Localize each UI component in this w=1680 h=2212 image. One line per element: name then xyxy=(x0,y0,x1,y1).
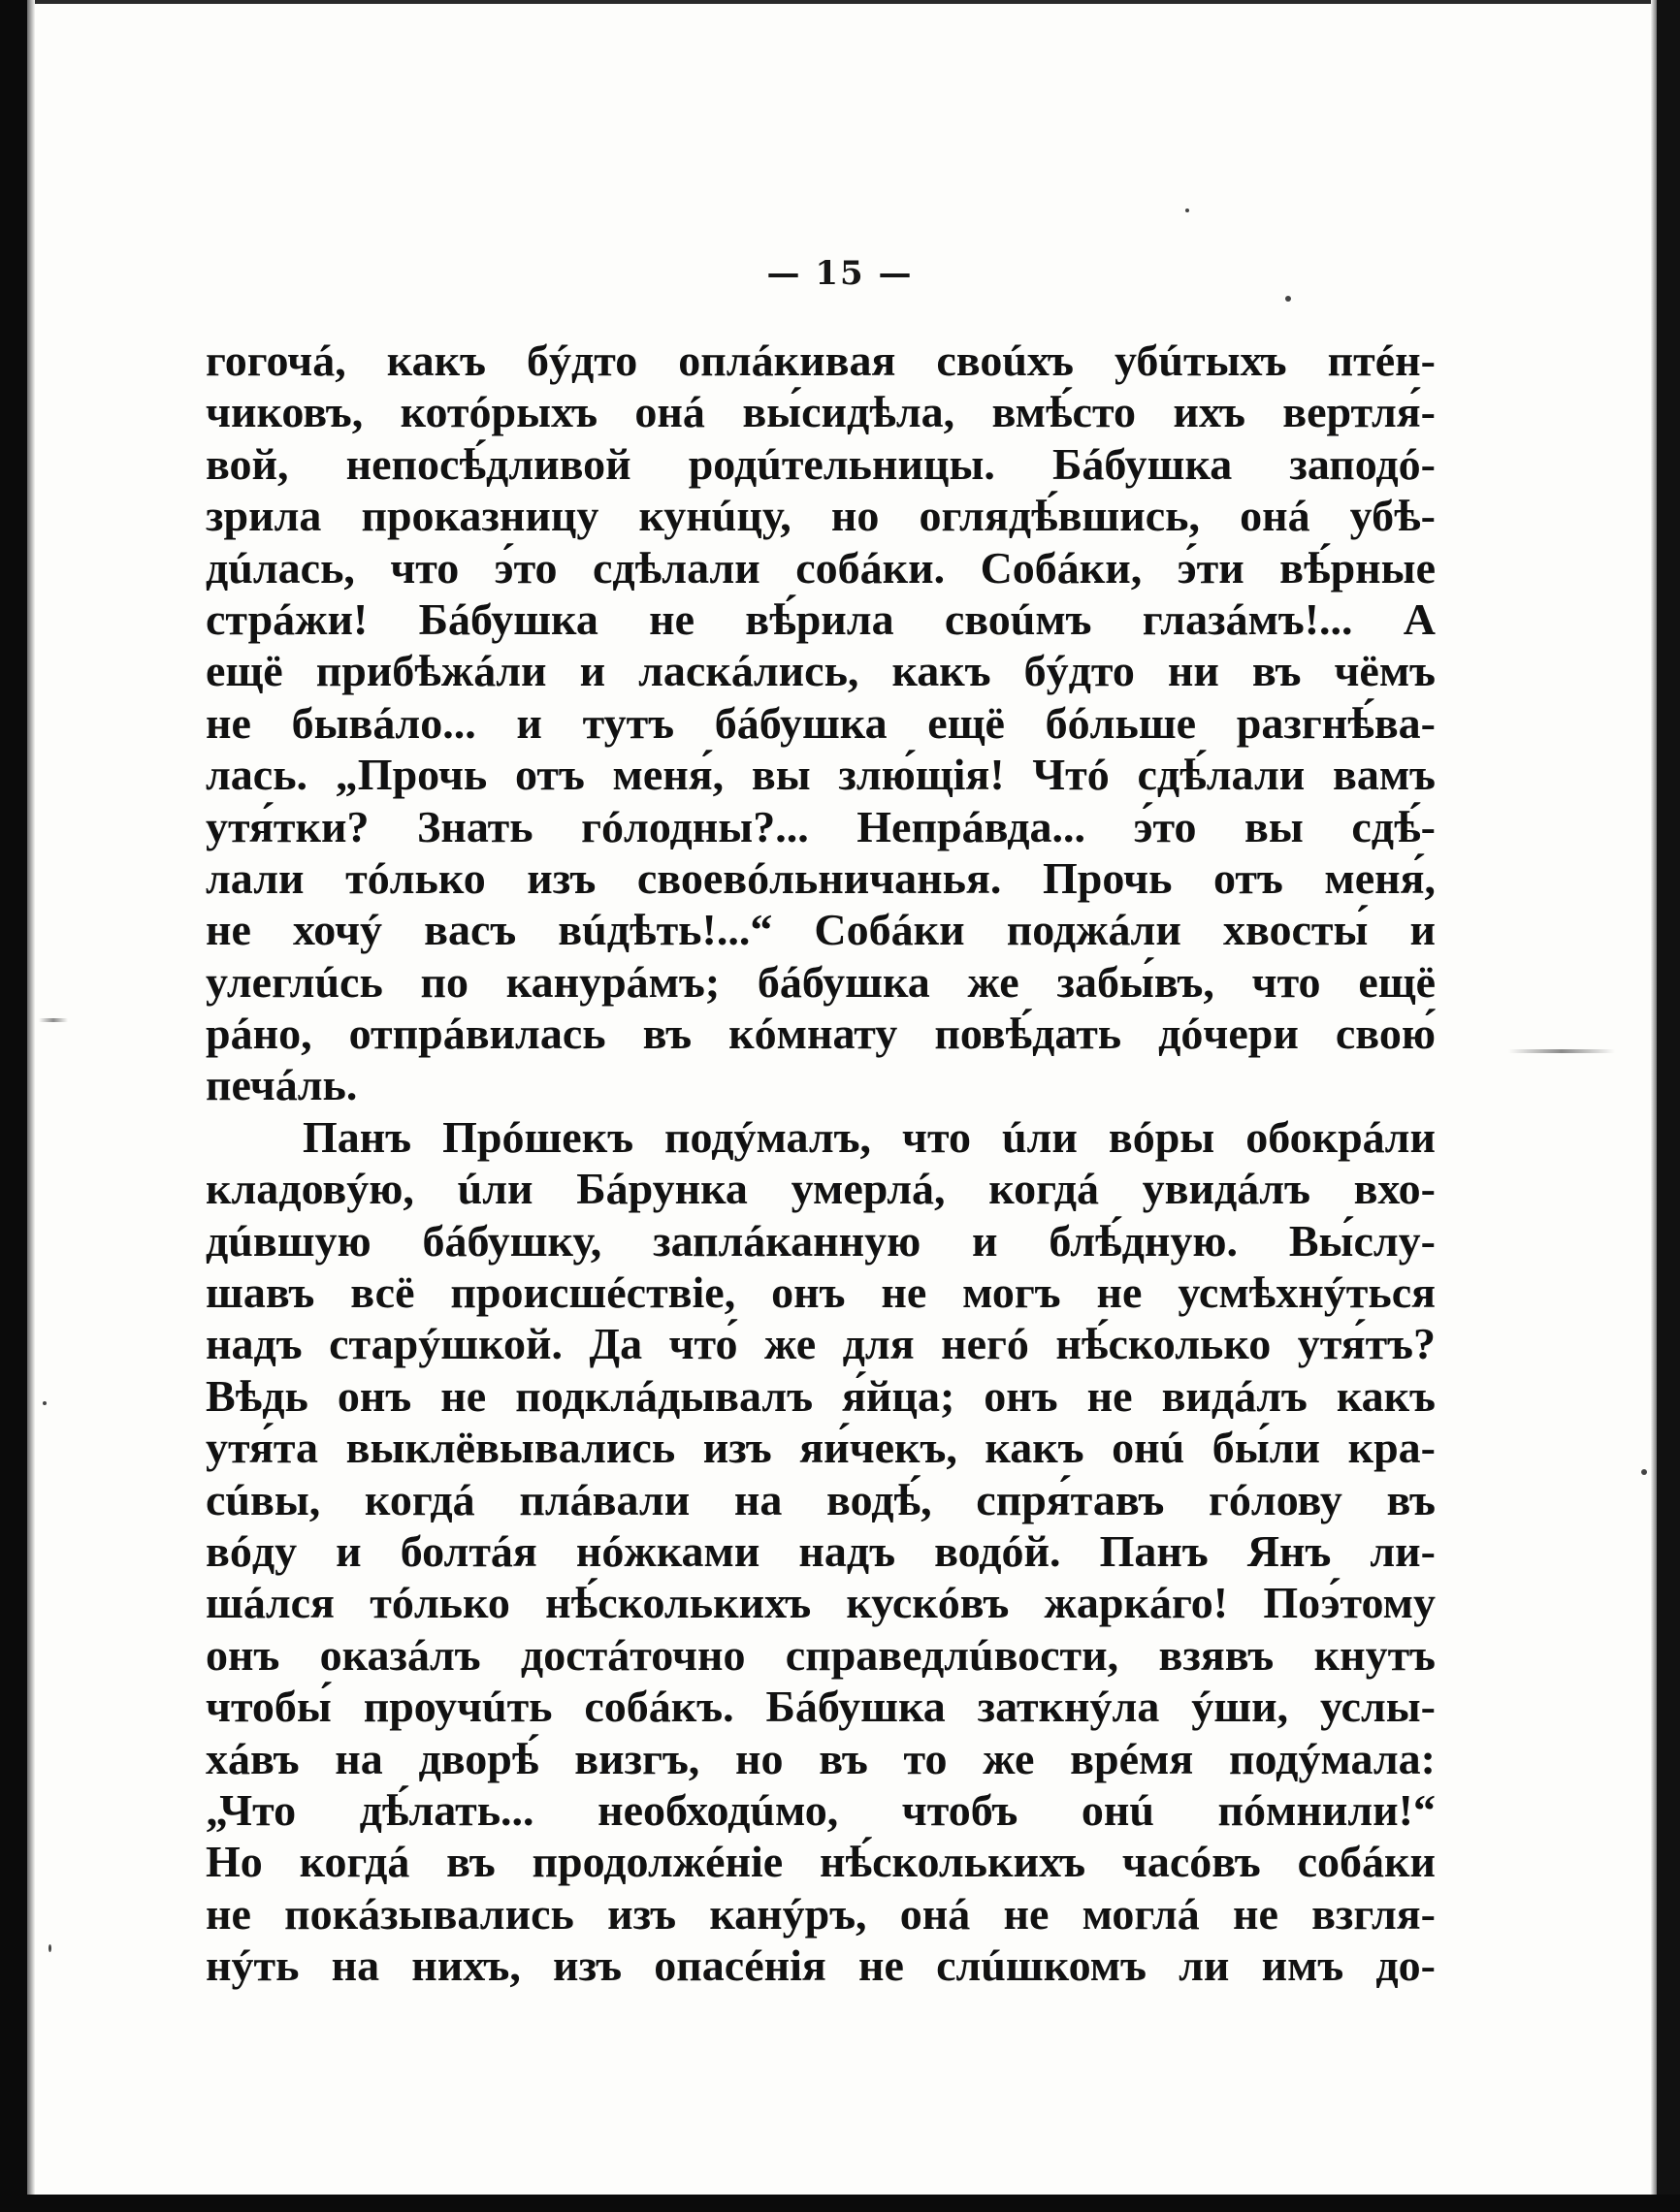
text-line: ещё прибѣжáли и ласкáлись, какъ бýдто ни въ чёмъ xyxy=(206,646,1436,696)
scan-smudge xyxy=(1508,1049,1615,1053)
text-line: шавъ всё происшéствіе, онъ не могъ не усмѣхнýться xyxy=(206,1267,1436,1318)
text-line: зрила проказницу кунúцу, но оглядѣ́вшись, онá убѣ- xyxy=(206,491,1436,541)
text-line: не бывáло... и тутъ бáбушка ещё бóльше разгнѣ́ва- xyxy=(206,697,1436,748)
text-line: утя́тки? Знать гóлодны?... Непрáвда... э́то вы сдѣ́- xyxy=(206,801,1436,851)
text-line: не хочý васъ вúдѣть!...“ Собáки поджáли хвосты́ и xyxy=(206,905,1436,955)
scan-speck xyxy=(48,1944,51,1952)
scan-border-right-shadow xyxy=(1651,0,1657,2212)
scan-speck xyxy=(43,1401,47,1405)
text-line: шáлся тóлько нѣ́сколькихъ кускóвъ жаркáго! Поэ́тому xyxy=(206,1578,1436,1628)
text-line: нýть на нихъ, изъ опасéнія не слúшкомъ ли имъ до- xyxy=(206,1940,1436,1991)
text-line: гогочá, какъ бýдто оплáкивая своúхъ убúтыхъ птéн- xyxy=(206,336,1436,385)
text-line: чиковъ, котóрыхъ онá вы́сидѣла, вмѣ́сто ихъ вертля́- xyxy=(206,387,1436,437)
text-line: чтобы́ проучúть собáкъ. Бáбушка заткнýла ýши, услы- xyxy=(206,1682,1436,1732)
text-line: „Что дѣ́лать... необходúмо, чтобъ онú пóмнили!“ xyxy=(206,1784,1436,1835)
text-line: стрáжи! Бáбушка не вѣ́рила своúмъ глазáмъ!... А xyxy=(206,593,1436,644)
text-line: онъ оказáлъ достáточно справедлúвости, взявъ кнутъ xyxy=(206,1629,1436,1680)
text-line: улеглúсь по канурáмъ; бáбушка же забы́въ, что ещё xyxy=(206,956,1436,1007)
scan-border-bottom xyxy=(0,2195,1680,2212)
scan-speck xyxy=(1285,296,1291,302)
paragraph xyxy=(206,335,1436,1111)
text-line: лась. „Прочь отъ меня́, вы злю́щія! Чтó сдѣ́лали вамъ xyxy=(206,750,1436,800)
text-line: дúвшую бáбушку, заплáканную и блѣ́дную. Вы́слу- xyxy=(206,1215,1436,1266)
text-line: печáль. xyxy=(206,1060,358,1110)
text-line: Но когдá въ продолжéніе нѣ́сколькихъ часóвъ собáки xyxy=(206,1837,1436,1887)
scan-smudge xyxy=(39,1018,68,1022)
text-line: кладовýю, úли Бáрунка умерлá, когдá увидáлъ вхо- xyxy=(206,1164,1436,1214)
paragraph xyxy=(206,1111,1436,1992)
scan-border-left xyxy=(0,0,27,2212)
scan-border-right xyxy=(1657,0,1680,2212)
text-line: Вѣдь онъ не подклáдывалъ я́йца; онъ не видáлъ какъ xyxy=(206,1370,1436,1421)
text-line: не покáзывались изъ канýръ, онá не моглá не взгля- xyxy=(206,1888,1436,1939)
text-line: сúвы, когдá плáвали на водѣ́, спря́тавъ гóлову въ xyxy=(206,1474,1436,1524)
scan-speck xyxy=(1185,208,1189,212)
text-line: рáно, отпрáвилась въ кóмнату повѣ́дать дóчери свою́ xyxy=(206,1009,1436,1059)
scan-border-top xyxy=(0,0,1680,4)
text-line: вой, непосѣ́дливой родúтельницы. Бáбушка заподó- xyxy=(206,438,1436,489)
text-line: дúлась, что э́то сдѣлали собáки. Собáки, э́ти вѣ́рные xyxy=(206,542,1436,593)
text-line: Панъ Прóшекъ подýмалъ, что úли вóры обокрáли xyxy=(303,1111,1436,1162)
text-line: надъ старýшкой. Да что́ же для негó нѣ́сколько утя́тъ? xyxy=(206,1319,1436,1369)
body-text xyxy=(206,335,1436,1992)
text-line: лали тóлько изъ своевóльничанья. Прочь отъ меня́, xyxy=(206,852,1436,903)
scan-speck xyxy=(1641,1469,1647,1475)
page-number: — 15 — xyxy=(766,254,914,293)
text-line: хáвъ на дворѣ́ визгъ, но въ то же врéмя подýмала: xyxy=(206,1733,1436,1783)
text-line: утя́та выклёвывались изъ яи́чекъ, какъ онú бы́ли кра- xyxy=(206,1423,1436,1473)
scan-border-left-shadow xyxy=(27,0,35,2212)
text-line: вóду и болтáя нóжками надъ водóй. Панъ Янъ ли- xyxy=(206,1525,1436,1576)
